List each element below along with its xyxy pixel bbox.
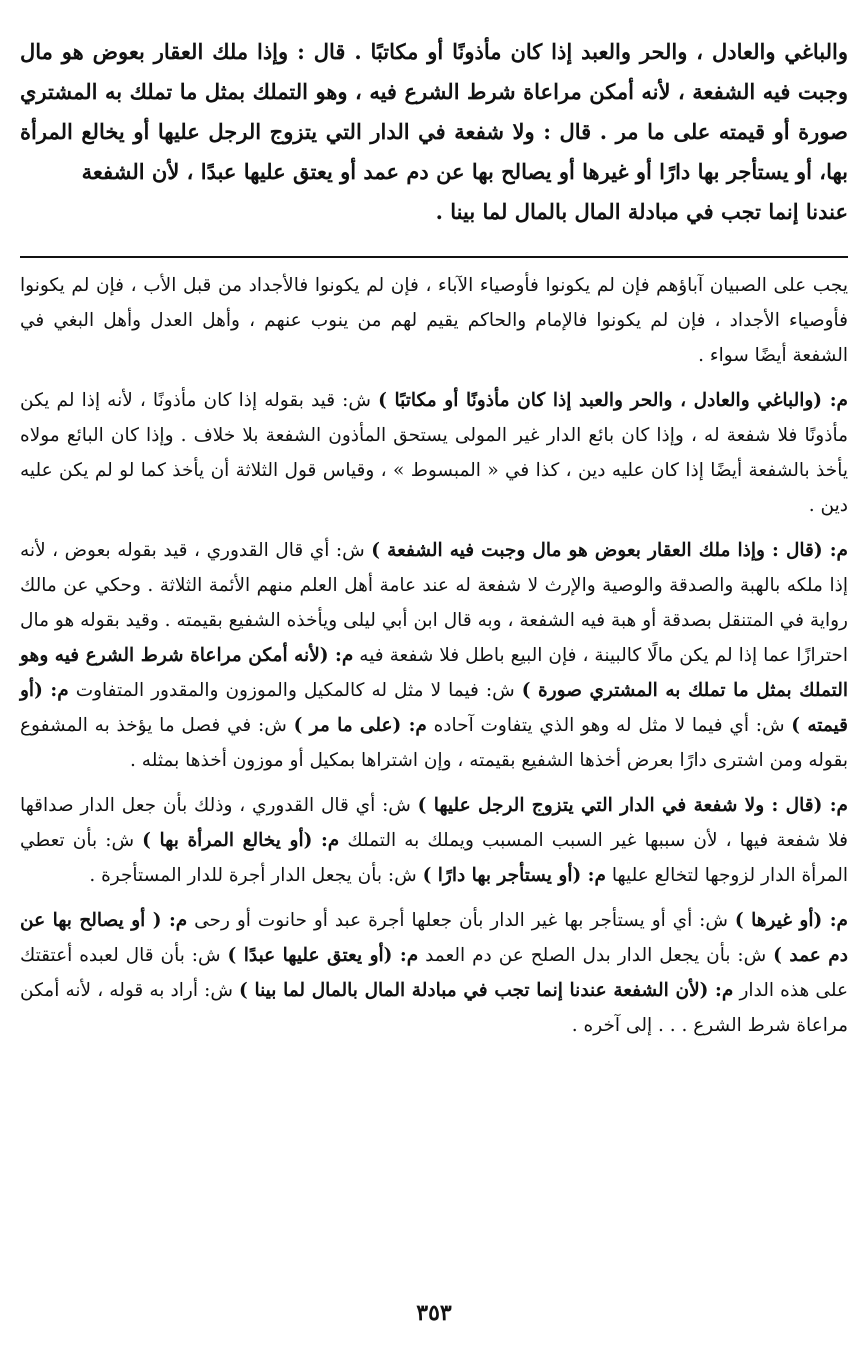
quoted-matn: م: (أو غيرها ) (734, 910, 848, 931)
quoted-matn: م: (أو يخالع المرأة بها ) (142, 830, 340, 851)
quoted-matn: م: (على ما مر ) (293, 715, 427, 736)
commentary-paragraph (20, 533, 848, 778)
commentary-paragraph (20, 788, 848, 893)
commentary-text: ش: أي قال القدوري ، قيد بقوله بعوض ، لأنه إذا ملكه بالهبة والصدقة والوصية والإرث لا شفعة له عند عامة أهل العلم منهم الأئمة الثلاثة . وحكي عن مالك رواية في المتنقل بصدقة أو هبة فيه الشفعة ، وبه قال ابن أبي ليلى ويأخذه الشفيع بقيمته . وقيد بقوله هو مال احترازًا عما إذا لم يكن مالًا كالبينة ، فإن البيع باطل فلا شفعة فيه (20, 540, 848, 666)
commentary-paragraph (20, 903, 848, 1043)
main-text-last-line: عندنا إنما تجب في مبادلة المال بالمال لما بينا . (435, 199, 848, 224)
commentary-text: ش: أي قال القدوري ، وذلك بأن جعل الدار صداقها فلا شفعة فيها ، لأن سببها غير السبب المسبب ويملك به التملك (20, 795, 849, 851)
commentary-text: ش: قيد بقوله إذا كان مأذونًا ، لأنه إذا لم يكن مأذونًا فلا شفعة له ، وإذا كان بائع الدار غير المولى يستحق المأذون الشفعة بلا خلاف . وإذا كان البائع مولاه يأخذ بالشفعة أيضًا إذا كان عليه دين ، كذا في « المبسوط » ، وقياس قول الثلاثة أن يأخذ كما لو لم يكن عليه دين . (20, 390, 848, 516)
quoted-matn: م: ( أو يصالح بها عن دم عمد ) (20, 910, 848, 966)
page-number: ٣٥٣ (416, 1300, 452, 1326)
quoted-matn: م: (لأنه أمكن مراعاة شرط الشرع فيه وهو التملك بمثل ما تملك به المشتري صورة ) (20, 645, 849, 701)
commentary-paragraph (20, 383, 848, 523)
main-text-body: والباغي والعادل ، والحر والعبد إذا كان مأذونًا أو مكاتبًا . قال : وإذا ملك العقار بعوض هو مال وجبت فيه الشفعة ، لأنه أمكن مراعاة شرط الشرع فيه ، وهو التملك بمثل ما تملك به المشتري صورة أو قيمته على ما مر . قال : ولا شفعة في الدار التي يتزوج الرجل عليها أو يخالع المرأة بها، أو يستأجر بها دارًا أو غيرها أو يصالح بها عن دم عمد أو يعتق عليها عبدًا ، لأن الشفعة (20, 39, 848, 184)
quoted-matn: م: (لأن الشفعة عندنا إنما تجب في مبادلة المال بالمال لما بينا ) (239, 980, 734, 1001)
commentary-paragraph (20, 268, 848, 373)
commentary-text: ش: أي أو يستأجر بها غير الدار بأن جعلها أجرة عبد أو حانوت أو رحى (187, 910, 735, 931)
commentary-text: ش: بأن تعطي المرأة الدار لزوجها لتخالع عليها (20, 830, 848, 886)
commentary-text: ش: فيما لا مثل له كالمكيل والموزون والمقدور المتفاوت (68, 680, 522, 701)
commentary-text: ش: أراد به قوله ، لأنه أمكن مراعاة شرط الشرع . . . إلى آخره . (20, 980, 848, 1036)
commentary-text: ش: في فصل ما يؤخذ به المشفوع بقوله ومن اشترى دارًا بعرض أخذها الشفيع بقيمته ، وإن اشتراها بمكيل أو موزون أخذها بمثله . (20, 715, 848, 771)
commentary-text: ش: بأن يجعل الدار أجرة للدار المستأجرة . (89, 865, 423, 886)
main-text (20, 32, 848, 232)
book-page (20, 32, 848, 1053)
quoted-matn: م: (والباغي والعادل ، والحر والعبد إذا كان مأذونًا أو مكاتبًا ) (378, 390, 848, 411)
quoted-matn: م: (أو يعتق عليها عبدًا ) (227, 945, 419, 966)
commentary-section (20, 268, 848, 1043)
quoted-matn: م: (قال : وإذا ملك العقار بعوض هو مال وجبت فيه الشفعة ) (371, 540, 849, 561)
commentary-text: ش: أي فيما لا مثل له وهو الذي يتفاوت آحاده (426, 715, 792, 736)
commentary-text: ش: بأن يجعل الدار بدل الصلح عن دم العمد (418, 945, 774, 966)
quoted-matn: م: (أو يستأجر بها دارًا ) (422, 865, 606, 886)
commentary-text: يجب على الصبيان آباؤهم فإن لم يكونوا فأوصياء الآباء ، فإن لم يكونوا فالأجداد من قبل الأب ، فإن لم يكونوا فأوصياء الأجداد ، فإن لم يكونوا فالإمام والحاكم يقيم لهم من ينوب عنهم ، وأهل العدل وأهل البغي في الشفعة أيضًا سواء . (20, 275, 848, 366)
commentary-text: ش: بأن قال لعبده أعتقتك على هذه الدار (20, 945, 848, 1001)
quoted-matn: م: (أو قيمته ) (20, 680, 848, 736)
quoted-matn: م: (قال : ولا شفعة في الدار التي يتزوج الرجل عليها ) (417, 795, 848, 816)
divider-rule (20, 256, 848, 258)
